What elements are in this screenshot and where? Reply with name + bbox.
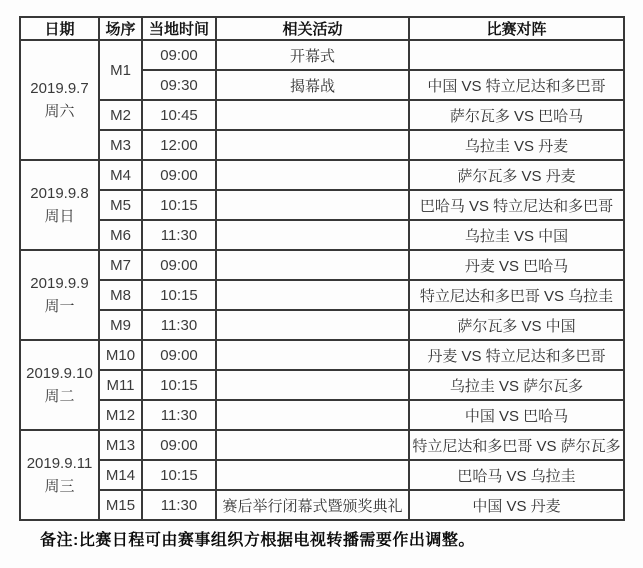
date-cell <box>20 40 99 160</box>
date-cell <box>20 250 99 340</box>
time-cell: 10:15 <box>142 190 216 220</box>
time-cell: 11:30 <box>142 490 216 520</box>
table-row <box>20 100 624 130</box>
match-cell: M15 <box>99 490 142 520</box>
activity-cell <box>216 190 409 220</box>
fixture-cell: 丹麦 VS 巴哈马 <box>409 250 624 280</box>
col-header-fixture: 比赛对阵 <box>409 17 624 40</box>
date-text: 2019.9.10 <box>26 365 93 382</box>
table-row <box>20 40 624 70</box>
table-row <box>20 310 624 340</box>
fixture-cell: 特立尼达和多巴哥 VS 萨尔瓦多 <box>409 430 624 460</box>
match-cell: M7 <box>99 250 142 280</box>
activity-cell <box>216 400 409 430</box>
time-cell: 09:00 <box>142 40 216 70</box>
date-text: 2019.9.8 <box>30 185 89 202</box>
fixture-cell: 巴哈马 VS 乌拉圭 <box>409 460 624 490</box>
match-cell: M4 <box>99 160 142 190</box>
time-cell: 09:00 <box>142 250 216 280</box>
table-row <box>20 280 624 310</box>
date-cell <box>20 160 99 250</box>
fixture-cell: 萨尔瓦多 VS 丹麦 <box>409 160 624 190</box>
weekday-text: 周日 <box>44 208 75 225</box>
table-row <box>20 250 624 280</box>
match-cell: M6 <box>99 220 142 250</box>
fixture-cell: 萨尔瓦多 VS 巴哈马 <box>409 100 624 130</box>
col-header-activity: 相关活动 <box>216 17 409 40</box>
match-cell: M2 <box>99 100 142 130</box>
time-cell: 11:30 <box>142 400 216 430</box>
table-row <box>20 490 624 520</box>
activity-cell <box>216 370 409 400</box>
activity-cell: 开幕式 <box>216 40 409 70</box>
time-cell: 11:30 <box>142 310 216 340</box>
fixture-cell: 特立尼达和多巴哥 VS 乌拉圭 <box>409 280 624 310</box>
time-cell: 09:30 <box>142 70 216 100</box>
date-text: 2019.9.9 <box>30 275 89 292</box>
match-cell: M1 <box>99 40 142 100</box>
match-schedule-table <box>19 16 625 521</box>
fixture-cell: 乌拉圭 VS 中国 <box>409 220 624 250</box>
weekday-text: 周一 <box>44 298 75 315</box>
activity-cell <box>216 130 409 160</box>
match-cell: M3 <box>99 130 142 160</box>
activity-cell <box>216 160 409 190</box>
table-row <box>20 400 624 430</box>
match-cell: M12 <box>99 400 142 430</box>
weekday-text: 周二 <box>44 388 75 405</box>
table-row <box>20 160 624 190</box>
activity-cell <box>216 220 409 250</box>
table-row <box>20 190 624 220</box>
time-cell: 11:30 <box>142 220 216 250</box>
col-header-local-time: 当地时间 <box>142 17 216 40</box>
fixture-cell: 乌拉圭 VS 丹麦 <box>409 130 624 160</box>
activity-cell: 赛后举行闭幕式暨颁奖典礼 <box>216 490 409 520</box>
date-text: 2019.9.7 <box>30 80 89 97</box>
activity-cell <box>216 310 409 340</box>
activity-cell: 揭幕战 <box>216 70 409 100</box>
fixture-cell: 萨尔瓦多 VS 中国 <box>409 310 624 340</box>
match-cell: M8 <box>99 280 142 310</box>
activity-cell <box>216 340 409 370</box>
table-row <box>20 220 624 250</box>
fixture-cell: 巴哈马 VS 特立尼达和多巴哥 <box>409 190 624 220</box>
date-cell <box>20 340 99 430</box>
fixture-cell: 中国 VS 特立尼达和多巴哥 <box>409 70 624 100</box>
weekday-text: 周六 <box>44 103 75 120</box>
table-row <box>20 340 624 370</box>
match-cell: M5 <box>99 190 142 220</box>
table-row <box>20 370 624 400</box>
time-cell: 10:15 <box>142 370 216 400</box>
match-cell: M10 <box>99 340 142 370</box>
activity-cell <box>216 250 409 280</box>
time-cell: 10:15 <box>142 460 216 490</box>
footnote: 备注:比赛日程可由赛事组织方根据电视转播需要作出调整。 <box>40 532 475 549</box>
col-header-date: 日期 <box>20 17 99 40</box>
date-text: 2019.9.11 <box>26 455 93 472</box>
date-cell <box>20 430 99 520</box>
fixture-cell: 中国 VS 巴哈马 <box>409 400 624 430</box>
fixture-cell: 乌拉圭 VS 萨尔瓦多 <box>409 370 624 400</box>
activity-cell <box>216 100 409 130</box>
time-cell: 10:45 <box>142 100 216 130</box>
time-cell: 09:00 <box>142 430 216 460</box>
match-cell: M14 <box>99 460 142 490</box>
table-row <box>20 130 624 160</box>
time-cell: 09:00 <box>142 160 216 190</box>
match-cell: M9 <box>99 310 142 340</box>
match-cell: M11 <box>99 370 142 400</box>
fixture-cell: 中国 VS 丹麦 <box>409 490 624 520</box>
time-cell: 12:00 <box>142 130 216 160</box>
fixture-cell <box>409 40 624 70</box>
time-cell: 10:15 <box>142 280 216 310</box>
activity-cell <box>216 430 409 460</box>
time-cell: 09:00 <box>142 340 216 370</box>
header-row <box>20 17 624 40</box>
fixture-cell: 丹麦 VS 特立尼达和多巴哥 <box>409 340 624 370</box>
table-row <box>20 430 624 460</box>
weekday-text: 周三 <box>44 478 75 495</box>
match-cell: M13 <box>99 430 142 460</box>
table-row <box>20 460 624 490</box>
col-header-match-no: 场序 <box>99 17 142 40</box>
activity-cell <box>216 280 409 310</box>
activity-cell <box>216 460 409 490</box>
